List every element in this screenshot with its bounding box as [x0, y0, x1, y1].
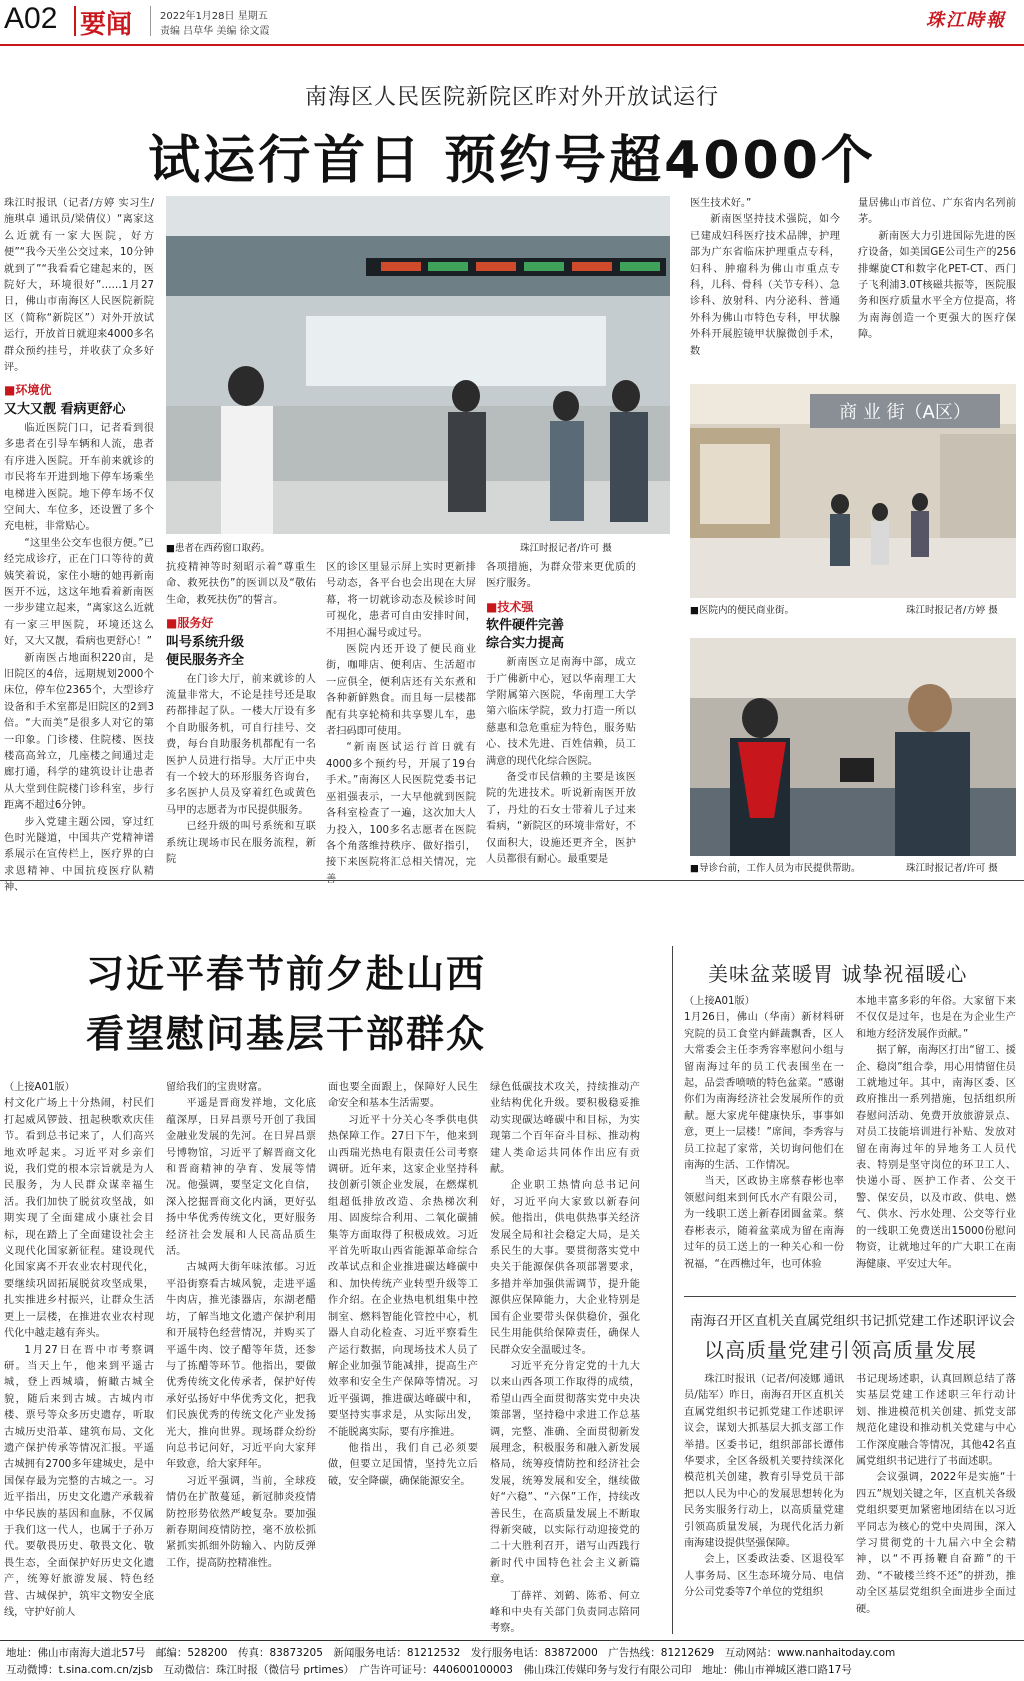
- photo-pharmacy-window: [166, 196, 670, 534]
- article-paragraph: 平遥是晋商发祥地，文化底蕴深厚，日昇昌票号开创了我国金融业发展的先河。在日昇昌票号博物馆，习近平了解晋商文化和晋商精神的孕育、发展等情况。他强调，要坚定文化自信，深入挖掘晋商文化内涵，更好弘扬中华优秀传统文化，更好服务经济社会发展和人民高品质生活。: [166, 1098, 316, 1258]
- pharmacy-photo-illustration: [166, 196, 670, 534]
- lead-column-5: [690, 196, 840, 357]
- article-paragraph: 留给我们的宝贵财富。: [166, 1082, 268, 1093]
- article-paragraph: “这里坐公交车也很方便。”已经完成诊疗，正在门口等待的黄姨笑着说，家住小塘的她再新南医开不远，这这年地看着新南医一步步建立起来，“离家这么近就有一家三甲医院，环境还这么好，又大又靓，看病也更舒心！”: [4, 537, 154, 648]
- article-paragraph: 备受市民信赖的主要是该医院的先进技术。听说新南医开放了，丹灶的石女士带着儿子过来看病，“新院区的环境非常好，不仅面积大，设施还更齐全，医护人员都很有耐心。最重要是: [486, 772, 636, 866]
- article-paragraph: 绿色低碳技术攻关，持续推动产业结构优化升级。要积极稳妥推动实现碳达峰碳中和目标，为实现第二个百年奋斗目标、推动构建人类命运共同体作出应有贡献。: [490, 1082, 640, 1176]
- street-photo-illustration: [690, 384, 1016, 598]
- article-paragraph: 会上，区委政法委、区退役军人事务局、区生态环境分局、电信分公司党委等7个单位的党组织: [684, 1554, 844, 1599]
- article-paragraph: 量居佛山市首位、广东省内名列前茅。: [858, 198, 1016, 226]
- photo-credit: 珠江时报记者/许可 摄: [906, 863, 998, 874]
- section-title-environment: 又大又靓 看病更舒心: [4, 401, 126, 417]
- side-1-column-1: [684, 994, 844, 1286]
- article-paragraph: 步入党建主题公园，穿过红色时光隧道，中国共产党精神谱系展示在宣传栏上，医疗界的白求恩精神、中国抗疫医疗队精神、: [4, 816, 154, 894]
- section-name: 要闻: [80, 10, 133, 40]
- article-paragraph: （上接A01版） 村文化广场上十分热闹，村民们打起威风锣鼓、扭起秧歌欢庆佳节。看到总书记来了，人们高兴地欢呼起来。习近平对乡亲们说，我们党的根本宗旨就是为人民服务，为人民群众谋幸福生活。我们加快了脱贫攻坚战，如期实现了全面建成小康社会目标，现在踏上了全面建设社会主义现代化国家新征程。建设现代化国家离不开农业农村现代化，要继续巩固拓展脱贫攻坚成果，扎实推进乡村振兴，让群众生活更上一层楼，在推进农业农村现代化中越走越有奔头。: [4, 1082, 154, 1340]
- masthead: [0, 0, 1024, 44]
- article-paragraph: 医院内还开设了便民商业街，咖啡店、便利店、生活超市一应俱全，便利店还有关东煮和各种新鲜熟食。而且每一层楼都配有共享轮椅和共享婴儿车，患者扫码即可使用。: [326, 644, 476, 738]
- article-paragraph: 他指出，我们自己必须要做，但要立足国情，坚持先立后破，安全降碳，确保能源安全。: [328, 1442, 478, 1487]
- section-tag-service: ■服务好: [166, 616, 214, 631]
- photo-credit: 珠江时报记者/许可 摄: [520, 543, 612, 554]
- article-paragraph: 习近平十分关心冬季供电供热保障工作。27日下午，他来到山西瑞光热电有限责任公司考察调研。近年来，这家企业坚持科技创新引领企业发展，在燃煤机组超低排放改造、余热梯次利用、固废综合利用、二氧化碳捕集等方面取得了积极成效。习近平首先听取山西省能源革命综合改革试点和企业推进碳达峰碳中和、加快传统产业转型升级等工作介绍。在企业热电机组集中控制室、燃料智能化管控中心，机器人自动化检查、习近平察看生产运行数据，向现场技术人员了解企业加强节能减排，提高生产效率和安全生产保障等情况。习近平强调，推进碳达峰碳中和，要坚持实事求是，从实际出发，不能脱离实际，要有序推进。: [328, 1114, 478, 1438]
- article-paragraph: 新南医立足南海中部，成立于广佛新中心，冠以华南理工大学附属第六医院，华南理工大学第六临床学院，致力打造一所以慈惠和急危重症为特色，服务贴心、技术先进、百姓信赖，员工满意的现代化综合医院。: [486, 657, 636, 767]
- xi-title-line-2: 看望慰问基层干部群众: [86, 1012, 487, 1056]
- article-paragraph: （上接A01版） 1月26日，佛山（华南）新材料研究院的员工食堂内鲜蔬飘香，区人大常委会主任李秀容率慰问小组与留南海过年的员工代表围坐在一起，品尝香喷喷的特色盆菜。“感谢你们为南海经济社会发展所作的贡献。愿大家虎年健康快乐，事事如意，更上一层楼！”席间，李秀容与员工拉起了家常，关切询问他们在南海的生活、工作情况。: [684, 996, 844, 1172]
- lead-intro: 珠江时报讯（记者/方婷 实习生/施琪卓 通讯员/梁倩仪）“离家这么近就有一家大医院，好方便”“我今天坐公交过来，10分钟就到了”“我看看它建起来的，医院好大，环境很好”……1月27日，佛山市南海区人民医院新院区（简称“新院区”）对外开放试运行，开放首日就迎来4000多名群众预约挂号，并收获了众多好评。: [4, 198, 154, 374]
- masthead-divider-2: [150, 6, 151, 36]
- lead-column-6: [858, 196, 1016, 346]
- article-paragraph: 各项措施，为群众带来更优质的医疗服务。: [486, 562, 636, 590]
- article-paragraph: 区的诊区里显示屏上实时更新排号动态，各平台也会出现在大屏幕，将一切就诊动态及候诊时间可视化，患者可自由安排时间，不用担心漏号或过号。: [326, 562, 476, 639]
- section-tag-environment: ■环境优: [4, 383, 52, 398]
- photo-help-desk: [690, 638, 1016, 856]
- article-paragraph: 习近平强调，当前，全球疫情仍在扩散蔓延，新冠肺炎疫情防控形势依然严峻复杂。要加强新春期间疫情防控，毫不放松抓紧抓实抓细外防输入、内防反弹工作，提高防控精准性。: [166, 1475, 316, 1569]
- masthead-divider: [74, 6, 76, 36]
- article-paragraph: 面也要全面跟上，保障好人民生命安全和基本生活需要。: [328, 1082, 478, 1110]
- photo-caption: ■导诊台前，工作人员为市民提供帮助。: [690, 863, 861, 874]
- xi-title-line-1: 习近平春节前夕赴山西: [86, 952, 487, 996]
- lead-column-4: [486, 560, 636, 866]
- side-1-column-2: [856, 994, 1016, 1286]
- photo-caption: ■医院内的便民商业街。: [690, 605, 794, 616]
- footer-line-1: 地址：佛山市南海大道北57号 邮编：528200 传真：83873205 新闻服务电话：81212532 发行服务电话：83872000 广告热线：81212629 互动网站：www.nanhaitoday.com: [6, 1647, 896, 1659]
- lead-subtitle: 南海区人民医院新院区昨对外开放试运行: [304, 85, 719, 110]
- article-paragraph: 古城两大街年味浓郁。习近平沿街察看古城风貌，走进平遥牛肉店，推光漆器店，东湖老醋坊，了解当地文化遗产保护利用和开展特色经营情况，并购买了平遥牛肉、饺子醋等年货，还参与了拣醋等环节。他指出，要做优秀传统文化传承者，保护好传承好弘扬好中华优秀文化，把我们民族优秀的传统文化产业发扬光大，推向世界。现场群众纷纷向总书记问好，习近平向大家拜年致意，给大家拜年。: [166, 1262, 316, 1471]
- column-divider: [672, 946, 673, 1634]
- section-divider: [0, 880, 1024, 881]
- lead-column-1: [4, 196, 154, 894]
- lead-title: 试运行首日 预约号超4000个: [148, 131, 876, 191]
- article-paragraph: “新南医试运行首日就有4000多个预约号，开展了19台手术。”南海区人民医院党委书记巫祖强表示，一大早他就到医院各科室检查了一遍，这次加大人力投入，100多名志愿者在医院各个角落维持秩序、做好指引，接下来医院将汇总相关情况，完: [326, 742, 476, 869]
- xi-column-2: [166, 1080, 316, 1636]
- lead-column-2: [166, 560, 316, 866]
- article-paragraph: 已经升级的叫号系统和互联系统让现场市民在服务流程，新院: [166, 821, 316, 866]
- photo-commercial-street: [690, 384, 1016, 598]
- xi-column-3: [328, 1080, 478, 1636]
- side-2-column-1: [684, 1372, 844, 1636]
- newspaper-logo: 珠江時報: [926, 10, 1006, 31]
- xi-column-1: [4, 1080, 154, 1636]
- editors-credit: 责编 吕草华 美编 徐文霞: [160, 26, 270, 37]
- article-paragraph: 习近平充分肯定党的十九大以来山西各项工作取得的成绩，希望山西全面贯彻落实党中央决策部署，坚持稳中求进工作总基调，完整、准确、全面贯彻新发展理念，积极服务和融入新发展格局，统筹疫情防控和经济社会发展，统筹发展和安全，继续做好“六稳”、“六保”工作，持续改善民生，在高质量发展上不断取得新突破，以实际行动迎接党的二十大胜利召开，谱写山西践行新时代中国特色社会主义新篇章。: [490, 1360, 640, 1586]
- side-story-2-kicker: 南海召开区直机关直属党组织书记抓党建工作述职评议会: [690, 1314, 1016, 1329]
- photo-caption: ■患者在西药窗口取药。: [166, 543, 270, 554]
- article-paragraph: 本地丰富多彩的年俗。大家留下来不仅仅是过年，也是在为企业生产和地方经济发展作贡献。”: [856, 996, 1016, 1040]
- help-desk-photo-illustration: [690, 638, 1016, 856]
- issue-date: 2022年1月28日 星期五: [160, 11, 268, 22]
- article-paragraph: 丁薛祥、刘鹤、陈希、何立峰和中央有关部门负责同志陪同考察。: [490, 1590, 640, 1635]
- xi-column-4: [490, 1080, 640, 1636]
- article-paragraph: 临近医院门口，记者看到很多患者在引导车辆和人流，患者有序进入医院。开车前来就诊的市民将车开进到地下停车场乘坐电梯进入医院。地下停车场不仅空间大、车位多，还设置了多个充电桩，非常贴心。: [4, 422, 154, 533]
- article-paragraph: 新南医坚持技术强院，如今已建成妇科医疗技术品牌，护理部为广东省临床护理重点专科，妇科、肿瘤科为佛山市重点专科，儿科、骨科（关节专科）、急诊科、放射科、内分泌科、普通外科为佛山市特色专科，甲状腺外科开展腔镜甲状腺微创手术，数: [690, 214, 840, 357]
- section-title-service: 叫号系统升级 便民服务齐全: [166, 634, 245, 668]
- article-paragraph: 会议强调，2022年是实施“十四五”规划关键之年，区直机关各级党组织要更加紧密地团结在以习近平同志为核心的党中央周围，深入学习贯彻党的十九届六中全会精神，以“不再扬鞭自奋蹄”的干劲、“不破楼兰终不还”的拼劲，推动全区基层党组织全面进步全面过硬。: [856, 1472, 1016, 1615]
- side-2-column-2: [856, 1372, 1016, 1636]
- section-tag-technology: ■技术强: [486, 599, 534, 614]
- article-paragraph: 当天，区政协主席蔡春彬也率领慰问组来到何氏水产有限公司，为一线职工送上新春团圆盆菜。蔡春彬表示，随着盆菜成为留在南海过年的员工送上的一种关心和一份祝福，“在西樵过年，也可体验: [684, 1176, 844, 1270]
- side-story-1-title: 美味盆菜暖胃 诚挚祝福暖心: [708, 962, 968, 986]
- photo-credit: 珠江时报记者/方婷 摄: [906, 605, 998, 616]
- article-paragraph: 在门诊大厅，前来就诊的人流量非常大，不论是挂号还是取药都排起了队。一楼大厅设有多个自助服务机，可自行挂号、交费，每台自助服务机都配有一名医护人员进行指导。大厅正中央有一个较大的环形服务咨询台，多名医护人员及穿着红色或黄色马甲的志愿者为市民提供服务。: [166, 673, 316, 816]
- article-paragraph: 珠江时报讯（记者/何凌娜 通讯员/陆军）昨日，南海召开区直机关直属党组织书记抓党建工作述职评议会，谋划大抓基层大抓支部工作举措。区委书记，组织部部长谭伟华要求，全区各级机关要持续深化模范机关创建，教育引导党员干部把以人民为中心的发展思想转化为民务实服务行动上，以高质量党建引领高质量发展，为现代化活力新南海建设提供坚强保障。: [684, 1374, 844, 1550]
- page-footer: [0, 1640, 1024, 1681]
- article-paragraph: 书记现场述职，认真回顾总结了落实基层党建工作述职三年行动计划、推进模范机关创建、抓党支部规范化建设和推动机关党建与中心工作深度融合等情况，其他42名直属党组织书记进行了书面述职。: [856, 1374, 1016, 1468]
- masthead-rule: [0, 44, 1024, 46]
- article-paragraph: 新南医占地面积220亩，是旧院区的4倍，远期规划2000个床位，停车位2365个，大型诊疗设备和手术室都是旧院区的2到3倍。“大而美”是很多人对它的第一印象。门诊楼、住院楼、医技楼高高耸立，几座楼之间通过走廊打通，科学的建筑设计让患者从大堂到住院楼门诊科室，步行距离不超过6分钟。: [4, 652, 154, 812]
- side-story-2-title: 以高质量党建引领高质量发展: [704, 1338, 977, 1362]
- article-paragraph: 新南医大力引进国际先进的医疗设备，如美国GE公司生产的256排螺旋CT和数字化PET-CT、西门子飞利浦3.0T核磁共振等，医院服务和医疗质量水平全方位提高，将为南海创造一个更强大的医疗保障。: [858, 230, 1016, 341]
- article-paragraph: 企业职工热情向总书记问好，习近平向大家致以新春问候。他指出，供电供热事关经济发展全局和社会稳定大局，是关系民生的大事。要贯彻落实党中央关于能源保供各项部署要求，多措并举加强供需调节，提升能源供应保障能力，大企业特别是国有企业要带头保供稳价，强化民生用能供给保障责任，确保人民群众安全温暖过冬。: [490, 1180, 640, 1356]
- article-paragraph: 抗疫精神等时刻昭示着“尊重生命、救死扶伤”的医训以及“敬佑生命，救死扶伤”的誓言。: [166, 562, 316, 606]
- lead-column-3: [326, 560, 476, 869]
- article-paragraph: 1月27日在晋中市考察调研。当天上午，他来到平遥古城，登上西城墙，俯瞰古城全貌，随后来到古城。古城内市楼、票号等众多历史遗存，听取古城历史沿革、建筑布局、文化遗产保护传承等情况汇报。平遥古城拥有2700多年建城史，是中国保存最为完整的古城之一。习近平指出，历史文化遗产承载着中华民族的基因和血脉，不仅属于我们这一代人，也属于子孙万代。要敬畏历史、敬畏文化、敬畏生态，全面保护好历史文化遗产，统筹好旅游发展、特色经营、古城保护，筑牢文物安全底线，守护好前人: [4, 1344, 154, 1618]
- page-number: A02: [4, 2, 58, 35]
- article-paragraph: 医生技术好。”: [690, 198, 752, 209]
- article-paragraph: 据了解，南海区打出“留工、援企、稳岗”组合拳，用心用情留住员工就地过年。其中，南海区委、区政府推出一系列措施，包括组织所春慰问活动、免费开放旅游景点、对员工技能培训进行补贴、发放对留在南海过年的异地务工人员代表、特别是坚守岗位的环卫工人、快递小哥、医护工作者、公交干警、保安员，以及市政、供电、燃气、供水、污水处理、公交等行业的一线职工免费送出15000份慰问物资，让就地过年的广大职工在南海健康、平安过大年。: [856, 1045, 1016, 1270]
- footer-line-2: 互动微博：t.sina.com.cn/zjsb 互动微信：珠江时报（微信号 prtimes） 广告许可证号：440600100003 佛山珠江传媒印务与发行有限公司印 地址：佛山市禅城区港口路17号: [6, 1664, 852, 1676]
- side-divider: [684, 1296, 1016, 1297]
- section-title-technology: 软件硬件完善 综合实力提高: [486, 618, 565, 652]
- street-sign-text: 商 业 街（A区）: [839, 402, 971, 423]
